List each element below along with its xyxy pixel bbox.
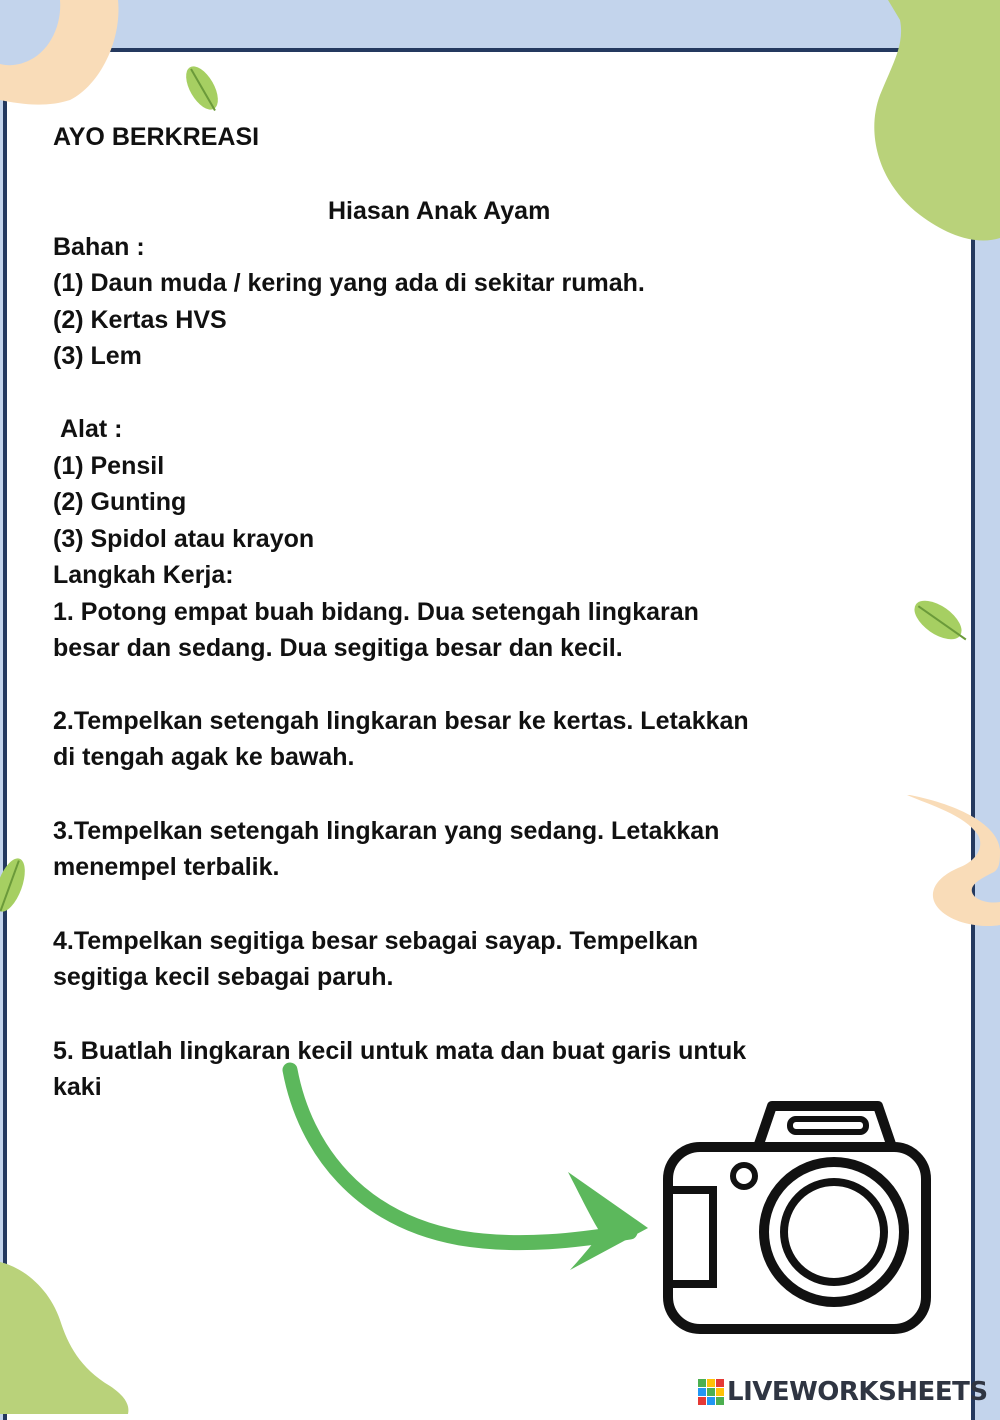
step-line: menempel terbalik.: [53, 853, 280, 881]
logo-text: LIVEWORKSHEETS: [727, 1377, 988, 1407]
step-line: segitiga kecil sebagai paruh.: [53, 963, 394, 991]
step-line: 2.Tempelkan setengah lingkaran besar ke kertas. Letakkan: [53, 707, 749, 735]
alat-label: Alat :: [60, 415, 123, 443]
step-line: di tengah agak ke bawah.: [53, 743, 355, 771]
step-item: [53, 813, 719, 885]
langkah-label: Langkah Kerja:: [53, 561, 234, 589]
worksheet-heading: AYO BERKREASI: [53, 123, 260, 151]
step-line: kaki: [53, 1073, 102, 1101]
bahan-item: (2) Kertas HVS: [53, 306, 227, 334]
bahan-label: Bahan :: [53, 233, 145, 261]
bahan-item: (1) Daun muda / kering yang ada di sekitar rumah.: [53, 269, 645, 297]
logo-icon: [698, 1379, 724, 1405]
step-line: 5. Buatlah lingkaran kecil untuk mata dan buat garis untuk: [53, 1037, 747, 1065]
step-item: [53, 594, 699, 666]
liveworksheets-logo[interactable]: [698, 1376, 988, 1408]
alat-item: (2) Gunting: [53, 488, 187, 516]
bahan-item: (3) Lem: [53, 342, 142, 370]
step-line: besar dan sedang. Dua segitiga besar dan kecil.: [53, 634, 623, 662]
camera-icon[interactable]: [660, 1100, 935, 1340]
step-line: 3.Tempelkan setengah lingkaran yang sedang. Letakkan: [53, 817, 720, 845]
worksheet-title: Hiasan Anak Ayam: [328, 197, 551, 225]
step-item: [53, 923, 698, 995]
alat-item: (1) Pensil: [53, 452, 165, 480]
step-line: 4.Tempelkan segitiga besar sebagai sayap. Tempelkan: [53, 927, 699, 955]
step-line: 1. Potong empat buah bidang. Dua setengah lingkaran: [53, 598, 699, 626]
step-item: [53, 703, 749, 775]
alat-item: (3) Spidol atau krayon: [53, 525, 315, 553]
curved-arrow-icon: [270, 1060, 660, 1280]
